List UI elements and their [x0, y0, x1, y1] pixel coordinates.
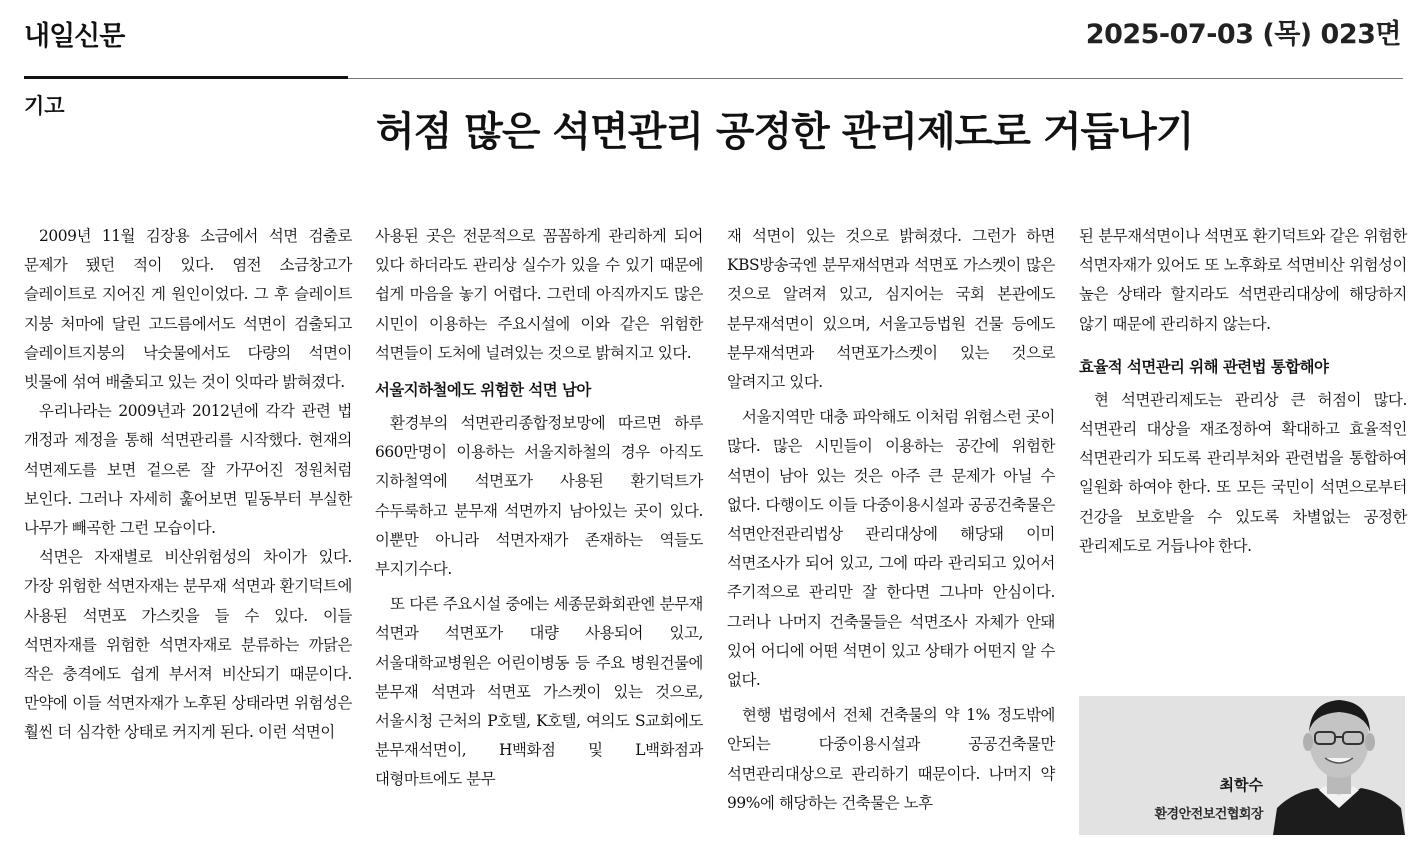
section-label: 기고: [24, 94, 65, 118]
author-box: [1079, 696, 1405, 835]
paragraph: 환경부의 석면관리종합정보망에 따르면 하루 660만명이 이용하는 서울지하철의 경우 아직도 지하철역에 석면포가 사용된 환기덕트가 수두룩하고 분무재 석면까지 남아있는 곳이 있다. 이뿐만 아니라 석면자재가 존재하는 역들도 부지기수다.: [375, 414, 703, 579]
header-rule-accent: [24, 76, 348, 79]
headline: 허점 많은 석면관리 공정한 관리제도로 거듭나기: [376, 108, 1194, 155]
author-portrait-icon: [1273, 696, 1405, 835]
paragraph: 2009년 11월 김장용 소금에서 석면 검출로 문제가 됐던 적이 있다. 염전 소금창고가 슬레이트로 지어진 게 원인이었다. 그 후 슬레이트 지붕 처마에 달린 고드름에서도 석면이 검출되고 슬레이트지붕의 낙숫물에서도 다량의 석면이 빗물에 섞여 배출되고 있는 것이 잇따라 밝혀졌다.: [24, 227, 352, 392]
paragraph: 현행 법령에서 전체 건축물의 약 1% 정도밖에 안되는 다중이용시설과 공공건축물만 석면관리대상으로 관리하기 때문이다. 나머지 약 99%에 해당하는 건축물은 노후: [727, 706, 1055, 812]
article-column-4: [1079, 222, 1407, 561]
author-name: 최학수: [1219, 776, 1263, 794]
article-column-2: [375, 222, 703, 795]
paragraph: 현 석면관리제도는 관리상 큰 허점이 많다. 석면관리 대상을 재조정하여 확대하고 효율적인 석면관리가 되도록 관리부처와 관련법을 통합하여 일원화 하여야 한다. 또 모든 국민이 석면으로부터 건강을 보호받을 수 있도록 차별없는 공정한 관리제도로 거듭나야 한다.: [1079, 390, 1407, 555]
dateline: 2025-07-03 (목) 023면: [1085, 19, 1401, 50]
paragraph: 된 분무재석면이나 석면포 환기덕트와 같은 위험한 석면자재가 있어도 또 노후화로 석면비산 위험성이 높은 상태라 할지라도 석면관리대상에 해당하지 않기 때문에 관리하지 않는다.: [1079, 227, 1407, 333]
paragraph: 석면은 자재별로 비산위험성의 차이가 있다. 가장 위험한 석면자재는 분무재 석면과 환기덕트에 사용된 석면포 가스킷을 들 수 있다. 이들 석면자재를 위험한 석면자재로 분류하는 까닭은 작은 충격에도 쉽게 부서져 비산되기 때문이다. 만약에 이들 석면자재가 노후된 상태라면 위험성은 훨씬 더 심각한 상태로 커지게 된다. 이런 석면이: [24, 548, 352, 742]
paragraph: 재 석면이 있는 것으로 밝혀졌다. 그런가 하면 KBS방송국엔 분무재석면과 석면포 가스켓이 많은 것으로 알려져 있고, 심지어는 국회 본관에도 분무재석면이 있으며, 서울고등법원 건물 등에도 분무재석면과 석면포가스켓이 있는 것으로 알려지고 있다.: [727, 227, 1055, 392]
subheading: 효율적 석면관리 위해 관련법 통합해야: [1079, 357, 1329, 376]
paragraph: 우리나라는 2009년과 2012년에 각각 관련 법 개정과 제정을 통해 석면관리를 시작했다. 현재의 석면제도를 보면 겉으론 잘 가꾸어진 정원처럼 보인다. 그러나 자세히 훑어보면 밑동부터 부실한 나무가 빼곡한 그런 모습이다.: [24, 402, 352, 538]
article-column-1: [24, 222, 352, 748]
article-column-3: [727, 222, 1055, 818]
author-title: 환경안전보건협회장: [1154, 807, 1263, 822]
subheading: 서울지하철에도 위험한 석면 남아: [375, 381, 591, 400]
paragraph: 사용된 곳은 전문적으로 꼼꼼하게 관리하게 되어 있다 하더라도 관리상 실수가 있을 수 있기 때문에 쉽게 마음을 놓기 어렵다. 그런데 아직까지도 많은 시민이 이용하는 주요시설에 이와 같은 위험한 석면들이 도처에 널려있는 것으로 밝혀지고 있다.: [375, 227, 703, 362]
masthead: 내일신문: [24, 21, 125, 52]
paragraph: 또 다른 주요시설 중에는 세종문화회관엔 분무재 석면과 석면포가 대량 사용되어 있고, 서울대학교병원은 어린이병동 등 주요 병원건물에 분무재 석면과 석면포 가스켓이 있는 것으로, 서울시청 근처의 P호텔, K호텔, 여의도 S교회에도 분무재석면이, H백화점 및 L백화점과 대형마트에도 분무: [375, 595, 703, 789]
paragraph: 서울지역만 대충 파악해도 이처럼 위험스런 곳이 많다. 많은 시민들이 이용하는 공간에 위험한 석면이 남아 있는 것은 아주 큰 문제가 아닐 수 없다. 다행이도 이들 다중이용시설과 공공건축물은 석면안전관리법상 관리대상에 해당돼 이미 석면조사가 되어 있고, 그에 따라 관리되고 있어서 주기적으로 관리만 잘 한다면 그나마 안심이다. 그러나 나머지 건축물들은 석면조사 자체가 안돼 있어 어디에 어떤 석면이 있고 상태가 어떤지 알 수 없다.: [727, 408, 1055, 690]
